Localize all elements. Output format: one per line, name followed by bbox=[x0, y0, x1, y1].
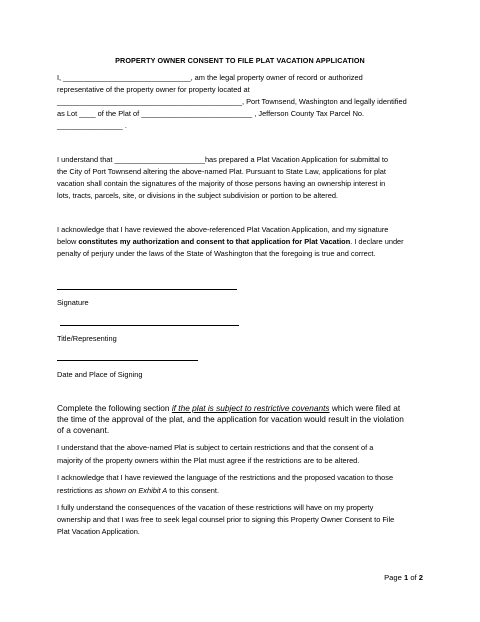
para5-line2 bbox=[57, 486, 429, 497]
para1-line3: _____________________________________________, Port Townsend, Washington and legally identified bbox=[57, 97, 407, 106]
page-word: Page bbox=[384, 573, 404, 582]
para6-line1: I fully understand the consequences of the vacation of these restrictions will have on my property bbox=[57, 503, 374, 512]
current-page: 1 bbox=[403, 573, 409, 582]
para2-line3: vacation shall contain the signatures of the majority of those persons having an ownership interest in bbox=[57, 179, 386, 188]
para1-line1: I, _______________________________, am the legal property owner of record or authorized bbox=[57, 73, 363, 82]
para4-line1: I understand that the above-named Plat is subject to certain restrictions and that the consent of a bbox=[57, 443, 374, 452]
section-post: which were filed at bbox=[329, 403, 401, 413]
title-line bbox=[60, 325, 239, 326]
para5-line1: I acknowledge that I have reviewed the language of the restrictions and the proposed vacation to those bbox=[57, 473, 394, 482]
consent-statement-bold: constitutes my authorization and consent to that application for Plat Vacation bbox=[78, 237, 351, 246]
para6-line2: ownership and that I was free to seek legal counsel prior to signing this Property Owner Consent to File bbox=[57, 515, 395, 524]
section-line2: the time of the approval of the plat, and the application for vacation would result in the violation bbox=[57, 414, 404, 424]
section-pre: Complete the following section bbox=[57, 403, 172, 413]
para6-line3: Plat Vacation Application. bbox=[57, 527, 140, 536]
title-representing-label: Title/Representing bbox=[57, 334, 117, 343]
para3-line2-pre: below bbox=[57, 237, 79, 246]
signature-line bbox=[57, 289, 237, 290]
para5-line2-pre: restrictions bbox=[57, 486, 95, 495]
para1-line5: ________________ . bbox=[57, 121, 127, 130]
para2-line2: the City of Port Townsend altering the above-named Plat. Pursuant to State Law, applications for plat bbox=[57, 167, 386, 176]
para3-line1: I acknowledge that I have reviewed the above-referenced Plat Vacation Application, and my signature bbox=[57, 225, 389, 234]
date-place-label: Date and Place of Signing bbox=[57, 370, 143, 379]
para2-line4: lots, tracts, parcels, site, or divisions in the subject subdivision or portion to be altered. bbox=[57, 191, 338, 200]
page-number bbox=[384, 573, 423, 582]
document-title: PROPERTY OWNER CONSENT TO FILE PLAT VACATION APPLICATION bbox=[115, 56, 365, 65]
section-line3: of a covenant. bbox=[57, 425, 110, 435]
signature-label: Signature bbox=[57, 298, 89, 307]
para5-line2-post: to this consent. bbox=[167, 486, 220, 495]
para4-line2: majority of the property owners within the Plat must agree if the restrictions are to be altered. bbox=[57, 456, 360, 465]
total-pages: 2 bbox=[418, 573, 423, 582]
date-line bbox=[57, 360, 198, 361]
para1-line2: representative of the property owner for property located at bbox=[57, 85, 250, 94]
para3-line2-post: . I declare under bbox=[350, 237, 404, 246]
section-emphasis: if the plat is subject to restrictive covenants bbox=[171, 403, 330, 413]
of-word: of bbox=[408, 573, 419, 582]
section-line1 bbox=[57, 403, 429, 413]
para1-line4: as Lot ____ of the Plat of ___________________________ , Jefferson County Tax Parcel No. bbox=[57, 109, 365, 118]
para3-line2 bbox=[57, 237, 429, 248]
para2-line1: I understand that ______________________has prepared a Plat Vacation Application for submittal to bbox=[57, 155, 389, 164]
exhibit-reference: as shown on Exhibit A bbox=[94, 486, 168, 495]
para3-line3: penalty of perjury under the laws of the State of Washington that the foregoing is true and correct. bbox=[57, 249, 376, 258]
